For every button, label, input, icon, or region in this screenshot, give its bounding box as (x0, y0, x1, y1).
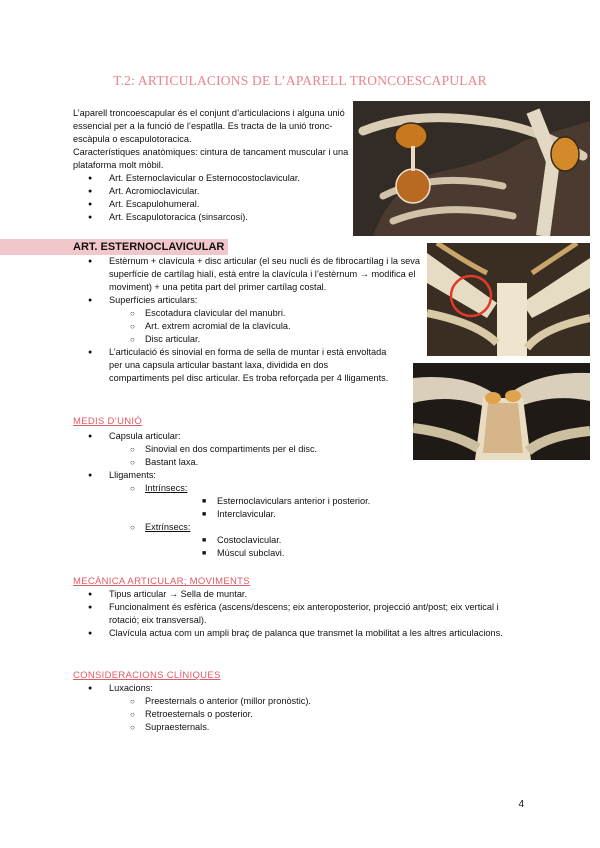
list-item: ● Tipus articular → Sella de muntar. (73, 588, 513, 601)
list-item (109, 521, 433, 560)
list-item (73, 469, 433, 560)
intrinsecs-label: Intrínsecs: (145, 483, 188, 493)
list-item: ○ Disc articular. (73, 333, 423, 346)
list-item: ● Art. Esternoclavicular o Esternocostoclavicular. (73, 172, 353, 185)
page-title: T.2: ARTICULACIONS DE L’APARELL TRONCOESCAPULAR (113, 73, 487, 88)
list-item: ○ Sinovial en dos compartiments per el disc. (109, 443, 433, 456)
sternum-joint-image (427, 243, 590, 356)
capsula-label: Capsula articular: (109, 431, 181, 441)
list-item: ■ Múscul subclavi. (145, 547, 433, 560)
list-item: ○ Escotadura clavicular del manubri. (73, 307, 423, 320)
list-item: ● Clavícula actua com un ampli braç de palanca que transmet la mobilitat a les altres articulacions. (73, 627, 513, 640)
list-item: ● Estèrnum + clavícula + disc articular (el seu nucli és de fibrocartílag i la seva superfície de cartílag hialí, està entre la clavícula i l’estèrnum → modifica el moviment) + una petita part del primer cartílag costal. (73, 255, 423, 294)
list-item: ● Luxacions: (73, 682, 433, 695)
list-item: ● L’articulació és sinovial en forma de sella de muntar i està envoltada per una capsula articular bastant laxa, dividida en dos compartiments pel disc articular. Es troba reforçada per 4 lligaments. (73, 346, 389, 385)
extrinsecs-label: Extrínsecs: (145, 522, 191, 532)
page-number: 4 (518, 799, 524, 810)
shoulder-skeleton-image (353, 101, 590, 236)
intro-paragraph: L’aparell troncoescapular és el conjunt d’articulacions i alguna unió essencial per a la funció de l’espatlla. Es tracta de la unió tronc-escàpula o escapulotoracica. (73, 108, 345, 144)
consideracions-heading: CONSIDERACIONS CLÍNIQUES (73, 670, 221, 681)
list-item: ● Superfícies articulars: (73, 294, 423, 307)
list-item: ○ Supraesternals. (73, 721, 433, 734)
list-item: ○ Retroesternals o posterior. (73, 708, 433, 721)
list-item: ■ Esternoclaviculars anterior i posterior. (145, 495, 433, 508)
mecanica-heading: MECÀNICA ARTICULAR; MOVIMENTS (73, 576, 250, 587)
section-content (73, 255, 423, 385)
list-item: ○ Art. extrem acromial de la clavícula. (73, 320, 423, 333)
joint-section-image (413, 363, 590, 460)
medis-content (73, 430, 433, 560)
intro-block (73, 107, 353, 224)
lligaments-label: Lligaments: (109, 470, 156, 480)
list-item (109, 482, 433, 521)
list-item: ○ Preesternals o anterior (millor pronòstic). (73, 695, 433, 708)
list-item (73, 430, 433, 469)
consideracions-content (73, 682, 433, 734)
section-title: ART. ESTERNOCLAVICULAR (73, 241, 225, 253)
intro-list (73, 172, 353, 224)
list-item: ■ Interclavicular. (145, 508, 433, 521)
mecanica-content (73, 588, 513, 640)
list-item: ■ Costoclavicular. (145, 534, 433, 547)
medis-heading: MEDIS D’UNIÓ (73, 416, 143, 427)
list-item: ● Art. Acromioclavicular. (73, 185, 353, 198)
list-item: ● Art. Escapulotoracica (sinsarcosi). (73, 211, 353, 224)
list-item: ● Art. Escapulohumeral. (73, 198, 353, 211)
list-item: ○ Bastant laxa. (109, 456, 433, 469)
intro-characteristics: Característiques anatòmiques: cintura de tancament muscular i una plataforma molt mòbil. (73, 147, 349, 170)
list-item: ● Funcionalment és esfèrica (ascens/descens; eix anteroposterior, projecció ant/post; eix vertical i rotació; eix transversal). (73, 601, 513, 627)
